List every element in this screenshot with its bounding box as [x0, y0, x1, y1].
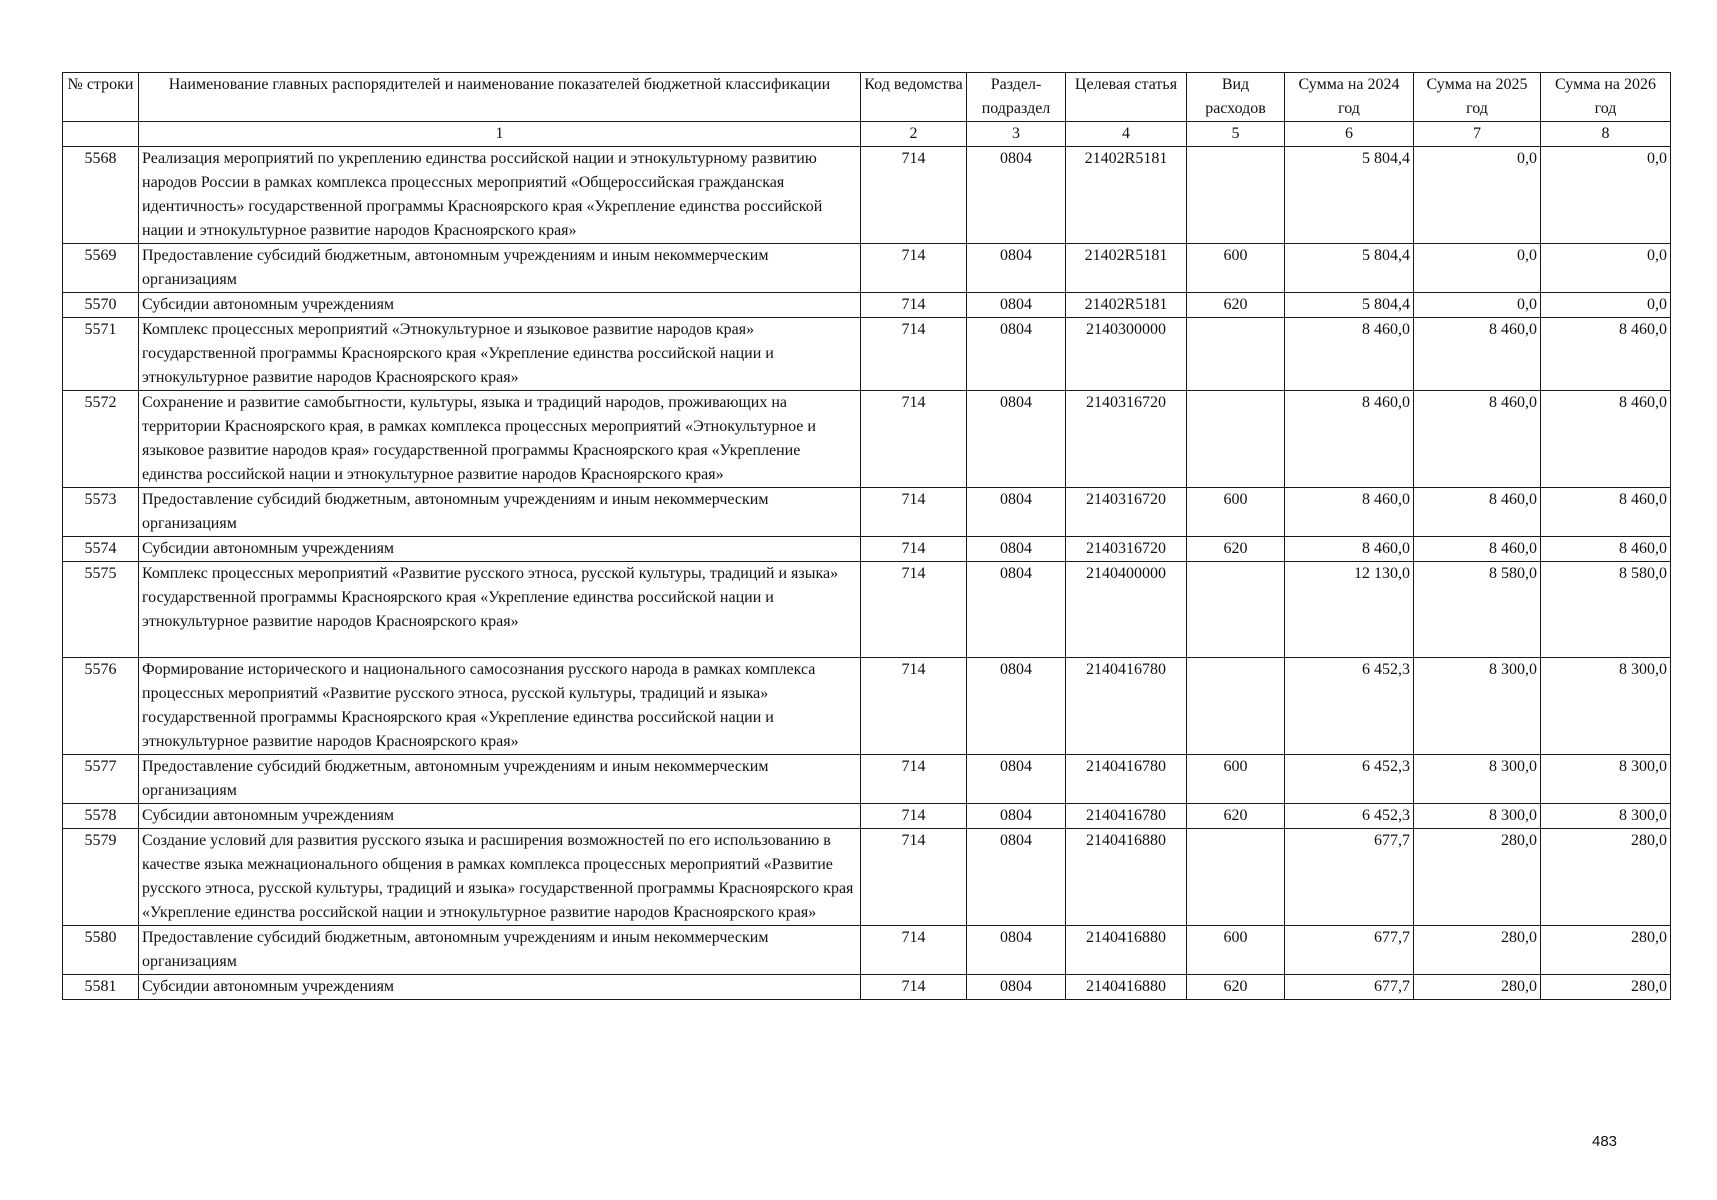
row-expense-type: [1187, 658, 1285, 755]
row-expense-type: [1187, 562, 1285, 658]
table-row: [63, 755, 1671, 804]
row-sum-2024: 8 460,0: [1285, 537, 1414, 562]
row-sum-2026: 280,0: [1541, 975, 1671, 1000]
row-number: 5580: [63, 926, 139, 975]
row-ved-code: 714: [861, 926, 967, 975]
row-sum-2024: 8 460,0: [1285, 391, 1414, 488]
row-name: Предоставление субсидий бюджетным, автономным учреждениям и иным некоммерческим организациям: [139, 926, 861, 975]
row-sum-2025: 8 460,0: [1414, 318, 1541, 391]
row-name: Реализация мероприятий по укреплению единства российской нации и этнокультурному развитию народов России в рамках комплекса процессных мероприятий «Общероссийская гражданская идентичность» государственной программы Красноярского края «Укрепление единства российской нации и этнокультурное развитие народов Красноярского края»: [139, 147, 861, 244]
row-ved-code: 714: [861, 488, 967, 537]
row-number: 5578: [63, 804, 139, 829]
row-sum-2025: 0,0: [1414, 244, 1541, 293]
row-sum-2025: 8 580,0: [1414, 562, 1541, 658]
row-name: Предоставление субсидий бюджетным, автономным учреждениям и иным некоммерческим организациям: [139, 244, 861, 293]
table-row: [63, 293, 1671, 318]
col-header-name: Наименование главных распорядителей и наименование показателей бюджетной классификации: [139, 73, 861, 122]
row-sum-2026: 8 460,0: [1541, 391, 1671, 488]
row-ved-code: 714: [861, 562, 967, 658]
row-target-article: 21402R5181: [1066, 293, 1187, 318]
row-number: 5581: [63, 975, 139, 1000]
table-row: [63, 658, 1671, 755]
row-sum-2024: 677,7: [1285, 926, 1414, 975]
row-expense-type: 600: [1187, 488, 1285, 537]
col-number: 3: [967, 122, 1066, 147]
row-sum-2024: 6 452,3: [1285, 804, 1414, 829]
row-ved-code: 714: [861, 804, 967, 829]
row-sum-2024: 677,7: [1285, 975, 1414, 1000]
row-sum-2024: 5 804,4: [1285, 293, 1414, 318]
row-razdel: 0804: [967, 926, 1066, 975]
row-name: Субсидии автономным учреждениям: [139, 804, 861, 829]
row-razdel: 0804: [967, 658, 1066, 755]
row-number: 5575: [63, 562, 139, 658]
row-target-article: 2140416880: [1066, 926, 1187, 975]
col-header-target-article: Целевая статья: [1066, 73, 1187, 122]
row-razdel: 0804: [967, 244, 1066, 293]
row-target-article: 2140416880: [1066, 975, 1187, 1000]
row-sum-2026: 8 460,0: [1541, 488, 1671, 537]
table-row: [63, 975, 1671, 1000]
row-name: Субсидии автономным учреждениям: [139, 975, 861, 1000]
row-razdel: 0804: [967, 829, 1066, 926]
row-sum-2024: 5 804,4: [1285, 147, 1414, 244]
row-razdel: 0804: [967, 562, 1066, 658]
row-sum-2024: 677,7: [1285, 829, 1414, 926]
row-name: Комплекс процессных мероприятий «Этнокультурное и языковое развитие народов края» государственной программы Красноярского края «Укрепление единства российской нации и этнокультурное развитие народов Красноярского края»: [139, 318, 861, 391]
row-target-article: 2140316720: [1066, 391, 1187, 488]
col-number: 4: [1066, 122, 1187, 147]
row-sum-2026: 8 580,0: [1541, 562, 1671, 658]
row-razdel: 0804: [967, 537, 1066, 562]
row-number: 5568: [63, 147, 139, 244]
row-name: Предоставление субсидий бюджетным, автономным учреждениям и иным некоммерческим организациям: [139, 488, 861, 537]
budget-table: [62, 72, 1671, 1000]
row-name: Создание условий для развития русского языка и расширения возможностей по его использованию в качестве языка межнационального общения в рамках комплекса процессных мероприятий «Развитие русского этноса, русской культуры, традиций и языка» государственной программы Красноярского края «Укрепление единства российской нации и этнокультурное развитие народов Красноярского края»: [139, 829, 861, 926]
table-row: [63, 147, 1671, 244]
page-number: 483: [1592, 1133, 1618, 1150]
row-expense-type: 600: [1187, 244, 1285, 293]
col-number: 6: [1285, 122, 1414, 147]
row-ved-code: 714: [861, 293, 967, 318]
row-sum-2025: 8 460,0: [1414, 391, 1541, 488]
row-target-article: 2140416780: [1066, 804, 1187, 829]
row-sum-2026: 0,0: [1541, 147, 1671, 244]
col-number: [63, 122, 139, 147]
row-expense-type: [1187, 391, 1285, 488]
table-row: [63, 926, 1671, 975]
table-row: [63, 391, 1671, 488]
row-sum-2025: 280,0: [1414, 829, 1541, 926]
row-sum-2026: 8 460,0: [1541, 318, 1671, 391]
row-target-article: 2140416780: [1066, 658, 1187, 755]
row-expense-type: [1187, 829, 1285, 926]
col-header-row-no: № строки: [63, 73, 139, 122]
row-razdel: 0804: [967, 488, 1066, 537]
row-target-article: 2140416880: [1066, 829, 1187, 926]
row-razdel: 0804: [967, 293, 1066, 318]
row-ved-code: 714: [861, 829, 967, 926]
row-number: 5574: [63, 537, 139, 562]
row-ved-code: 714: [861, 658, 967, 755]
col-header-expense-type: Вид расходов: [1187, 73, 1285, 122]
row-expense-type: 600: [1187, 926, 1285, 975]
row-sum-2025: 8 300,0: [1414, 755, 1541, 804]
row-name: Предоставление субсидий бюджетным, автономным учреждениям и иным некоммерческим организациям: [139, 755, 861, 804]
row-number: 5569: [63, 244, 139, 293]
row-sum-2025: 280,0: [1414, 975, 1541, 1000]
row-sum-2025: 8 300,0: [1414, 804, 1541, 829]
row-target-article: 2140300000: [1066, 318, 1187, 391]
row-expense-type: 620: [1187, 804, 1285, 829]
col-header-sum-2026: Сумма на 2026 год: [1541, 73, 1671, 122]
row-target-article: 21402R5181: [1066, 244, 1187, 293]
row-sum-2026: 280,0: [1541, 926, 1671, 975]
table-row: [63, 488, 1671, 537]
row-number: 5577: [63, 755, 139, 804]
row-razdel: 0804: [967, 318, 1066, 391]
row-name: Формирование исторического и национального самосознания русского народа в рамках комплекса процессных мероприятий «Развитие русского этноса, русской культуры, традиций и языка» государственной программы Красноярского края «Укрепление единства российской нации и этнокультурное развитие народов Красноярского края»: [139, 658, 861, 755]
table-row: [63, 562, 1671, 658]
table-row: [63, 829, 1671, 926]
col-number: 7: [1414, 122, 1541, 147]
col-header-ved: Код ведомства: [861, 73, 967, 122]
table-row: [63, 318, 1671, 391]
row-target-article: 21402R5181: [1066, 147, 1187, 244]
row-name: Комплекс процессных мероприятий «Развитие русского этноса, русской культуры, традиций и языка» государственной программы Красноярского края «Укрепление единства российской нации и этнокультурное развитие народов Красноярского края»: [139, 562, 861, 658]
row-name: Субсидии автономным учреждениям: [139, 537, 861, 562]
row-expense-type: 620: [1187, 537, 1285, 562]
row-ved-code: 714: [861, 975, 967, 1000]
row-sum-2026: 8 300,0: [1541, 804, 1671, 829]
table-row: [63, 537, 1671, 562]
row-razdel: 0804: [967, 975, 1066, 1000]
row-ved-code: 714: [861, 244, 967, 293]
row-sum-2025: 0,0: [1414, 293, 1541, 318]
row-razdel: 0804: [967, 755, 1066, 804]
row-name: Субсидии автономным учреждениям: [139, 293, 861, 318]
row-number: 5579: [63, 829, 139, 926]
row-target-article: 2140416780: [1066, 755, 1187, 804]
row-sum-2025: 8 460,0: [1414, 537, 1541, 562]
row-razdel: 0804: [967, 391, 1066, 488]
row-razdel: 0804: [967, 147, 1066, 244]
table-header: [63, 73, 1671, 147]
row-sum-2026: 0,0: [1541, 244, 1671, 293]
row-name: Сохранение и развитие самобытности, культуры, языка и традиций народов, проживающих на территории Красноярского края, в рамках комплекса процессных мероприятий «Этнокультурное и языковое развитие народов края» государственной программы Красноярского края «Укрепление единства российской нации и этнокультурное развитие народов Красноярского края»: [139, 391, 861, 488]
row-sum-2026: 8 300,0: [1541, 755, 1671, 804]
row-number: 5572: [63, 391, 139, 488]
row-target-article: 2140316720: [1066, 488, 1187, 537]
row-sum-2024: 6 452,3: [1285, 658, 1414, 755]
col-number: 1: [139, 122, 861, 147]
row-ved-code: 714: [861, 147, 967, 244]
row-number: 5570: [63, 293, 139, 318]
row-sum-2026: 8 460,0: [1541, 537, 1671, 562]
col-number: 8: [1541, 122, 1671, 147]
col-header-razdel: Раздел-подраздел: [967, 73, 1066, 122]
row-sum-2024: 12 130,0: [1285, 562, 1414, 658]
col-number: 5: [1187, 122, 1285, 147]
row-expense-type: 600: [1187, 755, 1285, 804]
row-ved-code: 714: [861, 755, 967, 804]
row-sum-2025: 8 300,0: [1414, 658, 1541, 755]
row-expense-type: [1187, 318, 1285, 391]
col-number: 2: [861, 122, 967, 147]
col-header-sum-2024: Сумма на 2024 год: [1285, 73, 1414, 122]
row-target-article: 2140316720: [1066, 537, 1187, 562]
row-number: 5573: [63, 488, 139, 537]
row-sum-2025: 280,0: [1414, 926, 1541, 975]
row-sum-2024: 8 460,0: [1285, 488, 1414, 537]
row-sum-2026: 0,0: [1541, 293, 1671, 318]
row-number: 5571: [63, 318, 139, 391]
row-expense-type: 620: [1187, 293, 1285, 318]
row-ved-code: 714: [861, 537, 967, 562]
row-sum-2025: 8 460,0: [1414, 488, 1541, 537]
row-sum-2025: 0,0: [1414, 147, 1541, 244]
row-ved-code: 714: [861, 391, 967, 488]
row-target-article: 2140400000: [1066, 562, 1187, 658]
row-sum-2024: 6 452,3: [1285, 755, 1414, 804]
row-razdel: 0804: [967, 804, 1066, 829]
row-expense-type: 620: [1187, 975, 1285, 1000]
row-sum-2024: 5 804,4: [1285, 244, 1414, 293]
col-header-sum-2025: Сумма на 2025 год: [1414, 73, 1541, 122]
row-sum-2026: 280,0: [1541, 829, 1671, 926]
table-row: [63, 804, 1671, 829]
row-sum-2024: 8 460,0: [1285, 318, 1414, 391]
row-ved-code: 714: [861, 318, 967, 391]
table-row: [63, 244, 1671, 293]
table-body: [63, 147, 1671, 1000]
row-sum-2026: 8 300,0: [1541, 658, 1671, 755]
row-number: 5576: [63, 658, 139, 755]
row-expense-type: [1187, 147, 1285, 244]
